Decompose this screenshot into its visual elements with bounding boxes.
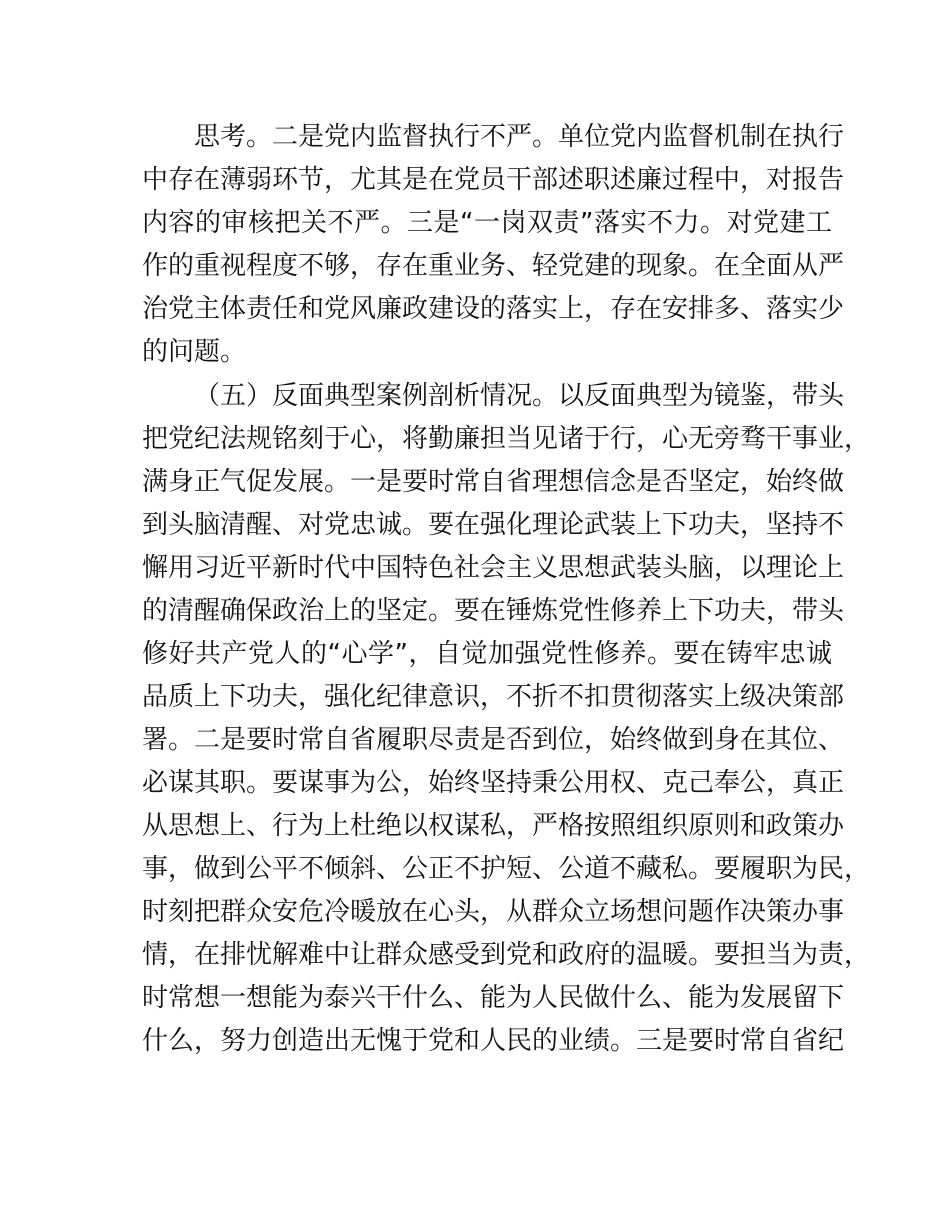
text-line: 时常想一想能为泰兴干什么、能为人民做什么、能为发展留下 <box>142 983 845 1013</box>
text-line: 的问题。 <box>142 337 247 367</box>
text-line: 的清醒确保政治上的坚定。要在锤炼党性修养上下功夫，带头 <box>142 596 845 626</box>
text-line: 懈用习近平新时代中国特色社会主义思想武装头脑，以理论上 <box>142 553 845 583</box>
text-line: 品质上下功夫，强化纪律意识，不折不扣贯彻落实上级决策部 <box>142 682 845 712</box>
text-line: 情，在排忧解难中让群众感受到党和政府的温暖。要担当为责， <box>142 940 871 970</box>
text-line: 从思想上、行为上杜绝以权谋私，严格按照组织原则和政策办 <box>142 811 845 841</box>
text-line: 把党纪法规铭刻于心，将勤廉担当见诸于行，心无旁骛干事业， <box>142 424 871 454</box>
text-line: 时刻把群众安危冷暖放在心头，从群众立场想问题作决策办事 <box>142 897 845 927</box>
text-line: 到头脑清醒、对党忠诚。要在强化理论武装上下功夫，坚持不 <box>142 510 845 540</box>
text-line: 修好共产党人的“心学”，自觉加强党性修养。要在铸牢忠诚 <box>142 639 832 669</box>
paragraph-1 <box>142 116 845 374</box>
text-line: 中存在薄弱环节，尤其是在党员干部述职述廉过程中，对报告 <box>142 165 845 195</box>
text-line: 必谋其职。要谋事为公，始终坚持秉公用权、克己奉公，真正 <box>142 768 845 798</box>
text-line: 署。二是要时常自省履职尽责是否到位，始终做到身在其位、 <box>142 725 845 755</box>
text-line: 什么，努力创造出无愧于党和人民的业绩。三是要时常自省纪 <box>142 1026 845 1056</box>
text-line: 作的重视程度不够，存在重业务、轻党建的现象。在全面从严 <box>142 251 845 281</box>
text-line: 思考。二是党内监督执行不严。单位党内监督机制在执行 <box>194 122 845 152</box>
paragraph-2 <box>142 375 871 1063</box>
text-line: 满身正气促发展。一是要时常自省理想信念是否坚定，始终做 <box>142 467 845 497</box>
document-body <box>142 116 871 1063</box>
text-line: （五）反面典型案例剖析情况。以反面典型为镜鉴，带头 <box>194 381 845 411</box>
text-line: 事，做到公平不倾斜、公正不护短、公道不藏私。要履职为民， <box>142 854 871 884</box>
text-line: 内容的审核把关不严。三是“一岗双责”落实不力。对党建工 <box>142 208 832 238</box>
text-line: 治党主体责任和党风廉政建设的落实上，存在安排多、落实少 <box>142 294 845 324</box>
